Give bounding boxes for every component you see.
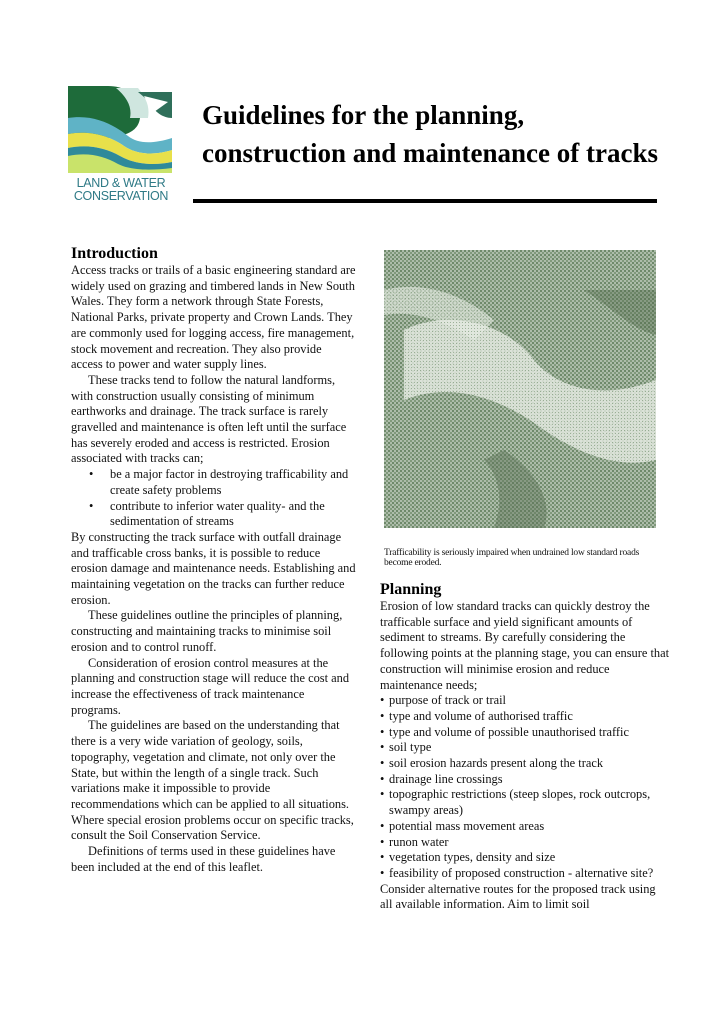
introduction-heading: Introduction [71,245,158,262]
list-item: • type and volume of possible unauthorised traffic [380,725,670,741]
intro-paragraph-4: These guidelines outline the principles of planning, constructing and maintaining tracks to minimise soil erosion and to control runoff. [71,608,343,654]
title-line2: construction and maintenance of tracks [202,138,658,168]
list-item: • potential mass movement areas [380,819,670,835]
planning-points-list [380,693,670,881]
list-item: • soil type [380,740,670,756]
list-item: • runon water [380,835,670,851]
photo-caption: Trafficability is seriously impaired when undrained low standard roads become eroded. [384,548,640,568]
planning-paragraph-1: Erosion of low standard tracks can quickly destroy the trafficable surface and yield significant amounts of sediment to streams. By carefully considering the following points at the planning stage, you can ensure that construction will minimise erosion and reduce maintenance needs; [380,599,670,692]
intro-paragraph-2: These tracks tend to follow the natural landforms, with construction usually consisting of minimum earthworks and drainage. The track surface is rarely gravelled and maintenance is often left until the surface has severely eroded and access is restricted. Erosion associated with tracks can; [71,372,347,466]
erosion-effects-list [71,467,356,530]
list-item: • topographic restrictions (steep slopes, rock outcrops, swampy areas) [380,787,670,818]
document-title [202,96,702,172]
intro-paragraph-7: Definitions of terms used in these guidelines have been included at the end of this leaflet. [71,844,336,874]
eroded-track-photo [384,250,656,528]
logo-text-line2: CONSERVATION [73,189,169,203]
logo-text-line1: LAND & WATER [76,176,166,190]
intro-paragraph-6: The guidelines are based on the understanding that there is a very wide variation of geology, soils, topography, vegetation and climate, not only over the State, but within the length of a single track. Such variations make it impossible to provide recommendations which can be applied to all situations. Where special erosion problems occur on specific tracks, consult the Soil Conservation Service. [71,718,354,843]
logo-emblem [68,78,174,173]
intro-paragraph-5: Consideration of erosion control measures at the planning and construction stage will reduce the cost and increase the effectiveness of track maintenance programs. [71,655,350,717]
intro-paragraph-3: By constructing the track surface with outfall drainage and trafficable cross banks, it is possible to reduce erosion damage and maintenance needs. Establishing and maintaining vegetation on the tracks can further reduce erosion. [71,529,356,607]
planning-paragraph-2: Consider alternative routes for the proposed track using all available information. Aim to limit soil [380,881,656,912]
list-item: • soil erosion hazards present along the track [380,756,670,772]
list-item: • purpose of track or trail [380,693,670,709]
title-line1: Guidelines for the planning, [202,100,525,130]
list-item: • be a major factor in destroying trafficability and create safety problems [71,467,356,498]
photo-image [384,250,656,528]
list-item: • feasibility of proposed construction - alternative site? [380,866,670,882]
list-item: • drainage line crossings [380,772,670,788]
title-rule [193,199,657,203]
list-item: • type and volume of authorised traffic [380,709,670,725]
planning-heading: Planning [380,581,442,598]
introduction-section [71,244,356,875]
planning-section [380,580,670,913]
land-water-conservation-logo [68,78,174,206]
intro-paragraph-1: Access tracks or trails of a basic engineering standard are widely used on grazing and timbered lands in New South Wales. They form a network through State Forests, National Parks, private property and Crown Lands. They are commonly used for logging access, fire management, stock movement and recreation. They also provide access to power and water supply lines. [71,263,356,372]
list-item: • contribute to inferior water quality- and the sedimentation of streams [71,499,356,530]
list-item: • vegetation types, density and size [380,850,670,866]
